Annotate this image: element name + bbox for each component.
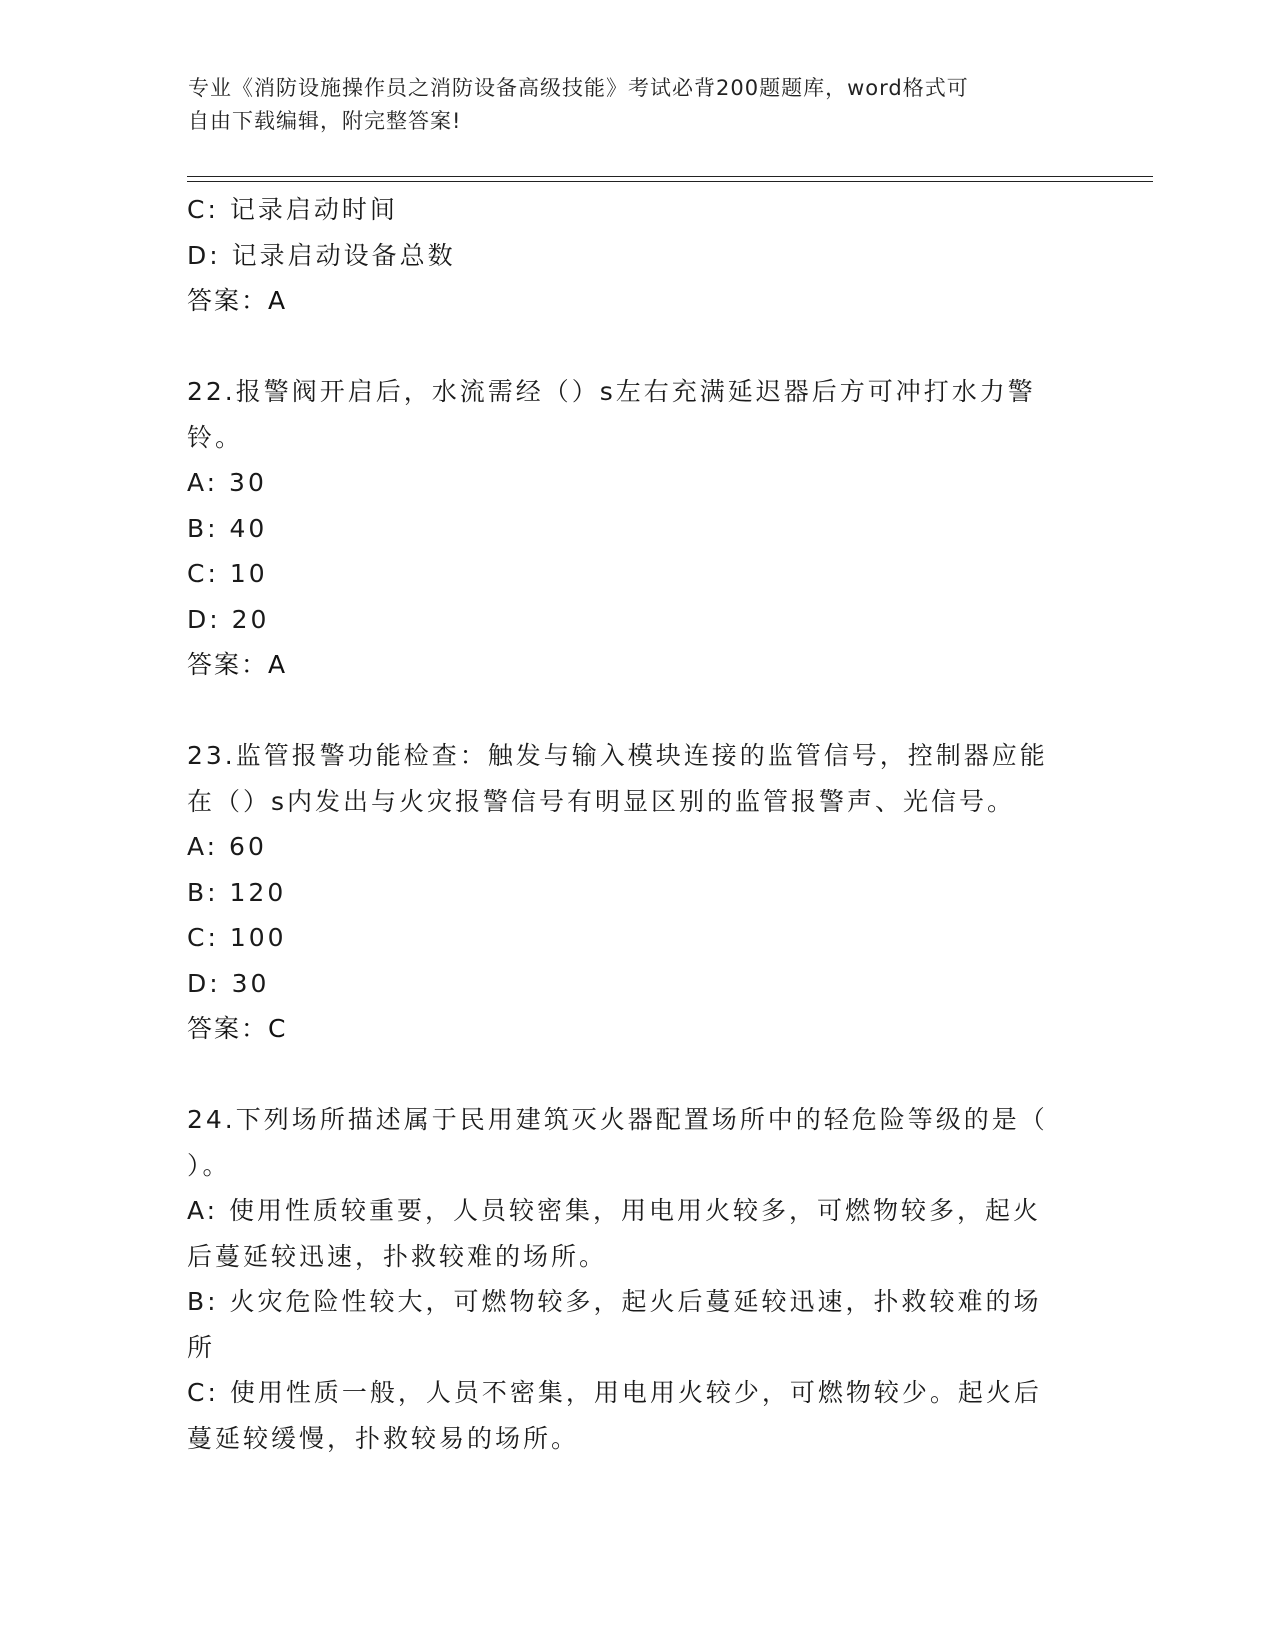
option-c: C: 10	[187, 559, 268, 588]
spacer	[187, 324, 1087, 370]
answer: 答案：C	[187, 1014, 288, 1043]
question-stem-continued: 铃。	[187, 422, 244, 452]
header-line-1: 专业《消防设施操作员之消防设备高级技能》考试必背200题题库，word格式可	[188, 76, 969, 100]
spacer	[187, 688, 1087, 734]
option-a-continued: 后蔓延较迅速，扑救较难的场所。	[187, 1241, 608, 1271]
question-23	[187, 733, 1087, 1052]
option-a: A: 使用性质较重要，人员较密集，用电用火较多，可燃物较多，起火	[187, 1196, 1042, 1225]
question-stem-continued: ）。	[187, 1150, 231, 1180]
option-d: D: 30	[187, 968, 270, 998]
document-body	[187, 187, 1087, 1461]
question-21-tail	[187, 187, 1087, 324]
option-d: D: 20	[187, 604, 270, 634]
question-stem: 24.下列场所描述属于民用建筑灭火器配置场所中的轻危险等级的是（	[187, 1105, 1048, 1134]
question-stem: 22.报警阀开启后，水流需经（）s左右充满延迟器后方可冲打水力警	[187, 377, 1036, 406]
header-rule-bottom	[187, 181, 1153, 182]
answer: 答案：A	[187, 650, 288, 679]
spacer	[187, 1052, 1087, 1098]
option-a: A: 30	[187, 468, 267, 497]
option-b-continued: 所	[187, 1332, 216, 1362]
option-c: C: 使用性质一般，人员不密集，用电用火较少，可燃物较少。起火后	[187, 1378, 1042, 1407]
option-c: C: 记录启动时间	[187, 195, 398, 224]
question-24	[187, 1097, 1087, 1461]
option-c-continued: 蔓延较缓慢，扑救较易的场所。	[187, 1423, 580, 1453]
option-b: B: 40	[187, 513, 268, 543]
option-c: C: 100	[187, 923, 287, 952]
question-stem: 23.监管报警功能检查：触发与输入模块连接的监管信号，控制器应能	[187, 741, 1048, 770]
page-header	[188, 72, 1068, 138]
option-a: A: 60	[187, 832, 267, 861]
header-rule-top	[187, 176, 1153, 177]
option-b: B: 120	[187, 877, 287, 907]
option-d: D: 记录启动设备总数	[187, 240, 456, 270]
question-stem-continued: 在（）s内发出与火灾报警信号有明显区别的监管报警声、光信号。	[187, 786, 1016, 816]
question-22	[187, 369, 1087, 688]
answer: 答案：A	[187, 286, 288, 315]
header-line-2: 自由下载编辑，附完整答案!	[188, 109, 462, 133]
option-b: B: 火灾危险性较大，可燃物较多，起火后蔓延较迅速，扑救较难的场	[187, 1287, 1042, 1316]
